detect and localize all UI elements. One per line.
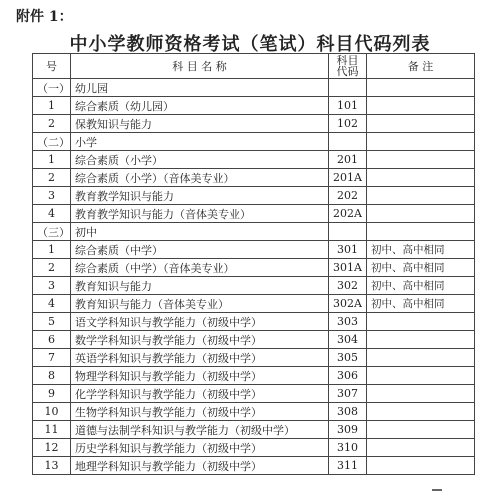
cell-note bbox=[367, 367, 475, 385]
table-row bbox=[33, 115, 475, 133]
cell-num: 5 bbox=[33, 313, 71, 331]
cell-name: 初中 bbox=[71, 223, 329, 241]
header-subject-name: 科 目 名 称 bbox=[71, 54, 329, 79]
cell-code: 306 bbox=[329, 367, 367, 385]
cell-code: 201 bbox=[329, 151, 367, 169]
cell-note bbox=[367, 349, 475, 367]
cell-num: 9 bbox=[33, 385, 71, 403]
table-section-row bbox=[33, 79, 475, 97]
table-row bbox=[33, 403, 475, 421]
table-row bbox=[33, 241, 475, 259]
cell-num: 4 bbox=[33, 205, 71, 223]
cell-note: 初中、高中相同 bbox=[367, 295, 475, 313]
table-row bbox=[33, 457, 475, 475]
cell-name: 教育教学知识与能力（音体美专业） bbox=[71, 205, 329, 223]
cell-note bbox=[367, 403, 475, 421]
cell-code: 307 bbox=[329, 385, 367, 403]
cell-note bbox=[367, 421, 475, 439]
annex-label: 附件 1： bbox=[16, 9, 73, 25]
cell-name: 教育知识与能力 bbox=[71, 277, 329, 295]
cell-code: 308 bbox=[329, 403, 367, 421]
table-row bbox=[33, 97, 475, 115]
table-row bbox=[33, 151, 475, 169]
page-edge-mark bbox=[432, 489, 442, 491]
cell-num: 7 bbox=[33, 349, 71, 367]
table-row bbox=[33, 331, 475, 349]
cell-code: 101 bbox=[329, 97, 367, 115]
cell-num: 1 bbox=[33, 241, 71, 259]
cell-name: 幼儿园 bbox=[71, 79, 329, 97]
cell-num: 1 bbox=[33, 151, 71, 169]
cell-code: 301 bbox=[329, 241, 367, 259]
cell-note bbox=[367, 187, 475, 205]
cell-code: 309 bbox=[329, 421, 367, 439]
cell-note bbox=[367, 151, 475, 169]
cell-note: 初中、高中相同 bbox=[367, 241, 475, 259]
cell-name: 综合素质（幼儿园） bbox=[71, 97, 329, 115]
cell-note bbox=[367, 97, 475, 115]
cell-num: 11 bbox=[33, 421, 71, 439]
table-row bbox=[33, 259, 475, 277]
cell-note bbox=[367, 79, 475, 97]
cell-code: 301A bbox=[329, 259, 367, 277]
table-body bbox=[33, 79, 475, 475]
header-subject-code bbox=[329, 54, 367, 79]
cell-num: 4 bbox=[33, 295, 71, 313]
table-row bbox=[33, 385, 475, 403]
cell-num: 10 bbox=[33, 403, 71, 421]
cell-num: （三） bbox=[33, 223, 71, 241]
cell-name: 道德与法制学科知识与教学能力（初级中学） bbox=[71, 421, 329, 439]
cell-note bbox=[367, 169, 475, 187]
cell-note bbox=[367, 205, 475, 223]
cell-code: 311 bbox=[329, 457, 367, 475]
cell-num: 2 bbox=[33, 115, 71, 133]
cell-code: 102 bbox=[329, 115, 367, 133]
cell-name: 综合素质（小学） bbox=[71, 151, 329, 169]
cell-name: 保教知识与能力 bbox=[71, 115, 329, 133]
cell-name: 物理学科知识与教学能力（初级中学） bbox=[71, 367, 329, 385]
cell-num: 13 bbox=[33, 457, 71, 475]
cell-name: 生物学科知识与教学能力（初级中学） bbox=[71, 403, 329, 421]
cell-name: 小学 bbox=[71, 133, 329, 151]
cell-code bbox=[329, 133, 367, 151]
cell-num: 1 bbox=[33, 97, 71, 115]
cell-code: 302 bbox=[329, 277, 367, 295]
cell-note: 初中、高中相同 bbox=[367, 259, 475, 277]
page-title: 中小学教师资格考试（笔试）科目代码列表 bbox=[69, 34, 431, 55]
cell-name: 教育知识与能力（音体美专业） bbox=[71, 295, 329, 313]
cell-note: 初中、高中相同 bbox=[367, 277, 475, 295]
header-num: 号 bbox=[33, 54, 71, 79]
cell-num: 3 bbox=[33, 187, 71, 205]
cell-code: 310 bbox=[329, 439, 367, 457]
cell-num: 6 bbox=[33, 331, 71, 349]
cell-name: 历史学科知识与教学能力（初级中学） bbox=[71, 439, 329, 457]
header-code-line1: 科目 bbox=[336, 54, 359, 67]
cell-name: 综合素质（中学）（音体美专业） bbox=[71, 259, 329, 277]
table-row bbox=[33, 295, 475, 313]
header-code-line2: 代码 bbox=[336, 65, 359, 78]
cell-num: （二） bbox=[33, 133, 71, 151]
cell-code bbox=[329, 79, 367, 97]
cell-name: 语文学科知识与教学能力（初级中学） bbox=[71, 313, 329, 331]
table-row bbox=[33, 421, 475, 439]
subject-code-table bbox=[32, 53, 475, 475]
cell-num: 2 bbox=[33, 169, 71, 187]
cell-num: 2 bbox=[33, 259, 71, 277]
cell-name: 综合素质（小学）（音体美专业） bbox=[71, 169, 329, 187]
cell-note bbox=[367, 457, 475, 475]
cell-name: 化学学科知识与教学能力（初级中学） bbox=[71, 385, 329, 403]
cell-name: 英语学科知识与教学能力（初级中学） bbox=[71, 349, 329, 367]
cell-note bbox=[367, 385, 475, 403]
table-section-row bbox=[33, 223, 475, 241]
table-row bbox=[33, 277, 475, 295]
cell-code bbox=[329, 223, 367, 241]
cell-num: （一） bbox=[33, 79, 71, 97]
cell-num: 8 bbox=[33, 367, 71, 385]
table-row bbox=[33, 349, 475, 367]
cell-code: 304 bbox=[329, 331, 367, 349]
cell-code: 302A bbox=[329, 295, 367, 313]
table-section-row bbox=[33, 133, 475, 151]
table-row bbox=[33, 169, 475, 187]
cell-note bbox=[367, 331, 475, 349]
table-header-row bbox=[33, 54, 475, 79]
cell-note bbox=[367, 439, 475, 457]
cell-code: 305 bbox=[329, 349, 367, 367]
cell-note bbox=[367, 313, 475, 331]
cell-code: 303 bbox=[329, 313, 367, 331]
table-row bbox=[33, 313, 475, 331]
header-note: 备 注 bbox=[367, 54, 475, 79]
table-row bbox=[33, 205, 475, 223]
cell-code: 202A bbox=[329, 205, 367, 223]
table-row bbox=[33, 367, 475, 385]
cell-code: 201A bbox=[329, 169, 367, 187]
cell-num: 3 bbox=[33, 277, 71, 295]
cell-note bbox=[367, 115, 475, 133]
cell-name: 数学学科知识与教学能力（初级中学） bbox=[71, 331, 329, 349]
cell-code: 202 bbox=[329, 187, 367, 205]
cell-num: 12 bbox=[33, 439, 71, 457]
cell-note bbox=[367, 223, 475, 241]
cell-name: 综合素质（中学） bbox=[71, 241, 329, 259]
table-row bbox=[33, 187, 475, 205]
cell-note bbox=[367, 133, 475, 151]
cell-name: 地理学科知识与教学能力（初级中学） bbox=[71, 457, 329, 475]
table-row bbox=[33, 439, 475, 457]
cell-name: 教育教学知识与能力 bbox=[71, 187, 329, 205]
